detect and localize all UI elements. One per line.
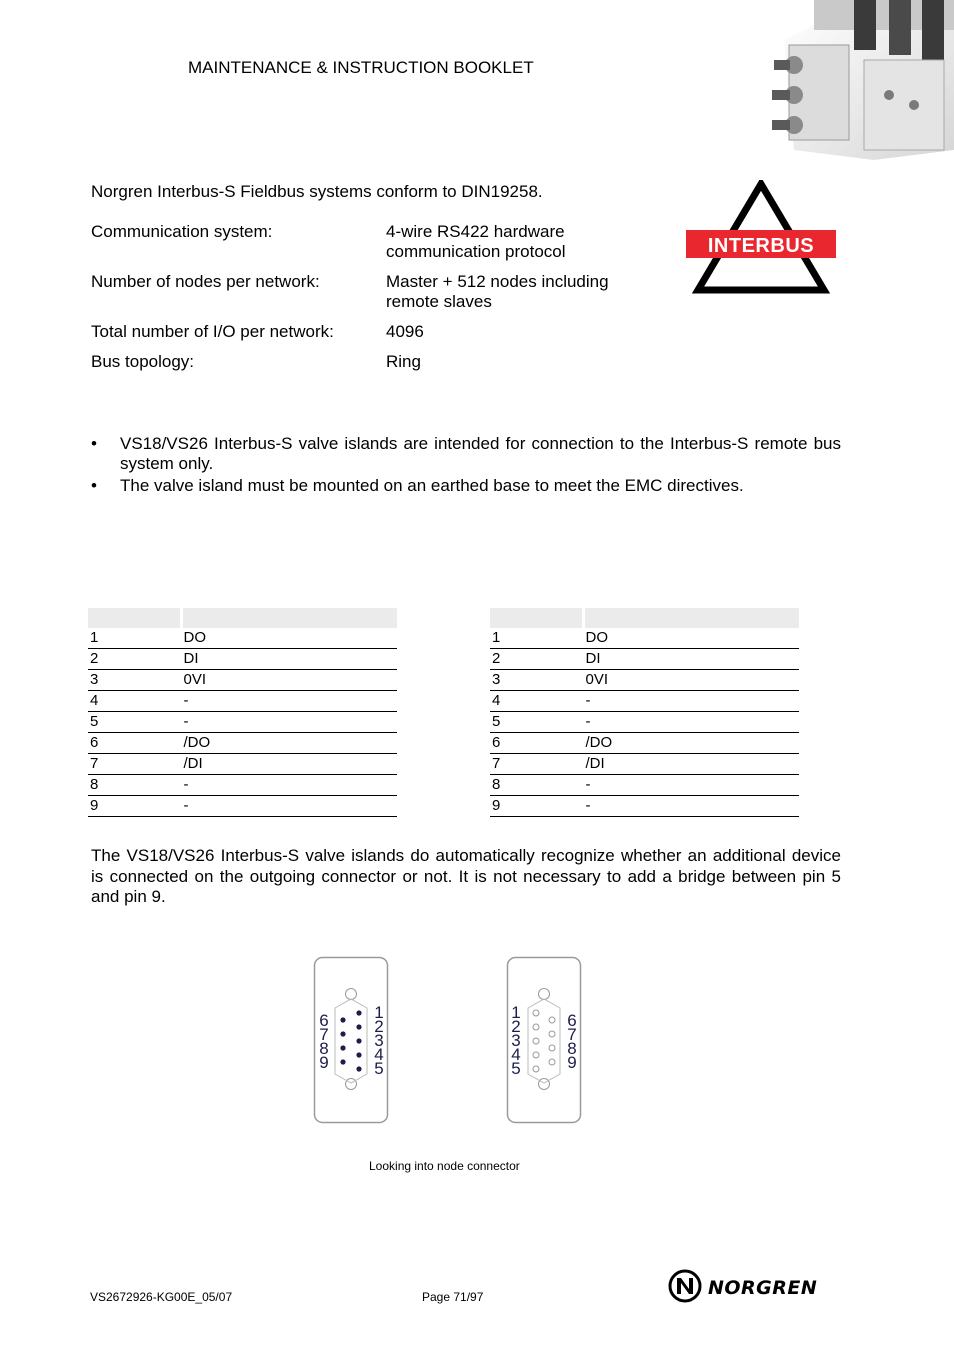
bullet-icon: • — [91, 476, 97, 495]
table-header-cell — [490, 608, 584, 628]
pin-table-outgoing — [490, 608, 799, 817]
pin-label: 6 — [567, 1011, 577, 1030]
pin-label: 9 — [567, 1053, 577, 1072]
pin-signal: - — [584, 775, 800, 796]
pin-label: 8 — [319, 1039, 329, 1058]
table-row — [490, 628, 799, 649]
pin-signal: - — [182, 796, 398, 817]
spec-value-line: 4-wire RS422 hardware — [386, 222, 565, 241]
pin-label: 7 — [319, 1025, 329, 1044]
table-row — [88, 775, 397, 796]
pin-number: 1 — [490, 628, 584, 649]
pin-label: 5 — [374, 1059, 384, 1078]
pin-signal: /DI — [584, 754, 800, 775]
spec-value-line: Master + 512 nodes including — [386, 272, 609, 291]
notes-list — [91, 434, 841, 498]
table-row — [88, 649, 397, 670]
pin-number: 4 — [490, 691, 584, 712]
pin-number: 5 — [490, 712, 584, 733]
pin-number: 9 — [490, 796, 584, 817]
spec-value-nodes — [386, 272, 656, 312]
spec-value-io: 4096 — [386, 322, 424, 341]
pin-signal: 0VI — [182, 670, 398, 691]
pin-label: 4 — [511, 1045, 521, 1064]
pin-signal: 0VI — [584, 670, 800, 691]
table-header-cell — [584, 608, 800, 628]
pin-number: 2 — [490, 649, 584, 670]
pin-label: 9 — [319, 1053, 329, 1072]
pin-number: 6 — [88, 733, 182, 754]
pin-label: 1 — [511, 1003, 521, 1022]
spec-value-communication — [386, 222, 656, 262]
connector-caption: Looking into node connector — [369, 1159, 520, 1173]
connector-note-paragraph: The VS18/VS26 Interbus-S valve islands do automatically recognize whether an additional device is connected on the outgoing connector or not. It is not necessary to add a bridge between pin 5 and pin 9. — [91, 846, 841, 906]
footer-doc-number: VS2672926-KG00E_05/07 — [90, 1290, 233, 1304]
pin-signal: - — [182, 691, 398, 712]
intro-text: Norgren Interbus-S Fieldbus systems conform to DIN19258. — [91, 182, 543, 201]
pin-label: 5 — [511, 1059, 521, 1078]
pin-number: 6 — [490, 733, 584, 754]
interbus-logo-text: INTERBUS — [707, 235, 815, 257]
pin-table-incoming — [88, 608, 397, 817]
table-row — [490, 670, 799, 691]
pin-number: 3 — [88, 670, 182, 691]
pin-signal: - — [584, 796, 800, 817]
pin-label: 6 — [319, 1011, 329, 1030]
table-header-cell — [88, 608, 182, 628]
pin-number: 3 — [490, 670, 584, 691]
connector-left-diagram — [313, 956, 389, 1124]
table-row — [88, 733, 397, 754]
table-header-row — [490, 608, 799, 628]
pin-number: 5 — [88, 712, 182, 733]
norgren-logo-text: NORGREN — [708, 1277, 818, 1299]
table-row — [490, 649, 799, 670]
pin-number: 8 — [88, 775, 182, 796]
pin-number: 4 — [88, 691, 182, 712]
table-row — [490, 691, 799, 712]
footer-page-number: Page 71/97 — [422, 1290, 484, 1304]
interbus-logo — [685, 180, 837, 295]
pin-signal: - — [584, 712, 800, 733]
pin-label: 2 — [511, 1017, 521, 1036]
pin-number: 1 — [88, 628, 182, 649]
pin-label: 3 — [511, 1031, 521, 1050]
pin-number: 2 — [88, 649, 182, 670]
pin-signal: /DI — [182, 754, 398, 775]
table-row — [490, 712, 799, 733]
table-row — [490, 796, 799, 817]
connector-right-diagram — [506, 956, 582, 1124]
spec-value-line: communication protocol — [386, 242, 566, 261]
table-row — [490, 775, 799, 796]
table-header-row — [88, 608, 397, 628]
pin-signal: DI — [182, 649, 398, 670]
document-header-title: MAINTENANCE & INSTRUCTION BOOKLET — [188, 58, 534, 77]
table-row — [490, 754, 799, 775]
spec-value-line: remote slaves — [386, 292, 492, 311]
pin-label: 8 — [567, 1039, 577, 1058]
pin-signal: DI — [584, 649, 800, 670]
spec-label-io: Total number of I/O per network: — [91, 322, 334, 341]
pin-number: 7 — [88, 754, 182, 775]
table-row — [88, 628, 397, 649]
spec-label-communication: Communication system: — [91, 222, 273, 241]
pin-label: 2 — [374, 1017, 384, 1036]
pin-number: 9 — [88, 796, 182, 817]
pin-label: 4 — [374, 1045, 384, 1064]
pin-signal: DO — [584, 628, 800, 649]
pin-signal: - — [182, 775, 398, 796]
table-row — [88, 712, 397, 733]
table-row — [88, 754, 397, 775]
norgren-logo — [668, 1268, 843, 1304]
list-item — [91, 434, 841, 474]
note-text: The valve island must be mounted on an earthed base to meet the EMC directives. — [120, 476, 744, 495]
table-row — [490, 733, 799, 754]
pin-signal: DO — [182, 628, 398, 649]
pin-number: 8 — [490, 775, 584, 796]
table-row — [88, 796, 397, 817]
pin-number: 7 — [490, 754, 584, 775]
pin-signal: - — [182, 712, 398, 733]
list-item — [91, 476, 841, 496]
pin-signal: /DO — [584, 733, 800, 754]
spec-label-nodes: Number of nodes per network: — [91, 272, 320, 291]
pin-signal: - — [584, 691, 800, 712]
table-row — [88, 670, 397, 691]
bullet-icon: • — [91, 434, 97, 453]
table-header-cell — [182, 608, 398, 628]
valve-island-image — [754, 0, 954, 160]
pin-signal: /DO — [182, 733, 398, 754]
spec-value-topology: Ring — [386, 352, 421, 371]
spec-label-topology: Bus topology: — [91, 352, 195, 371]
pin-label: 1 — [374, 1003, 384, 1022]
note-text: VS18/VS26 Interbus-S valve islands are intended for connection to the Interbus-S remote bus system only. — [120, 434, 841, 473]
table-row — [88, 691, 397, 712]
pin-label: 7 — [567, 1025, 577, 1044]
pin-label: 3 — [374, 1031, 384, 1050]
